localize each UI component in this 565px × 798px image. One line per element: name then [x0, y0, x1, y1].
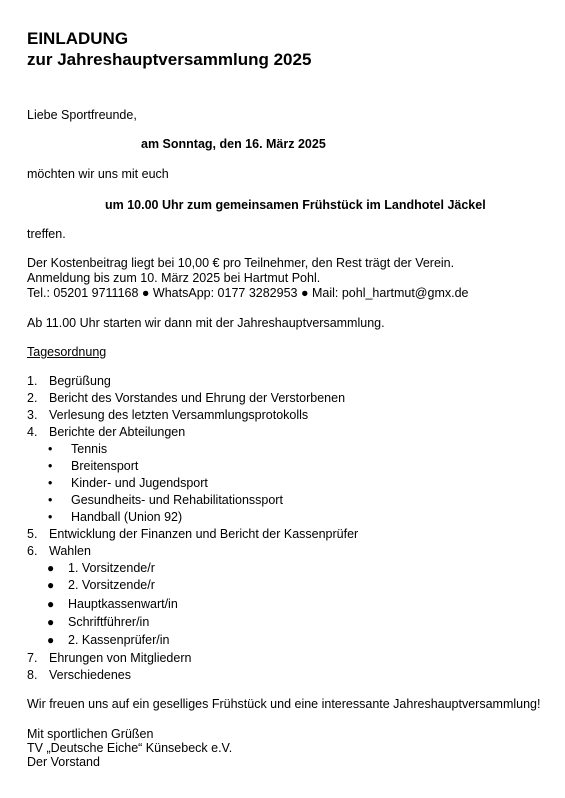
document-subtitle: zur Jahreshauptversammlung 2025 — [27, 50, 312, 69]
agenda-text: Wahlen — [49, 544, 91, 558]
agenda-text: Verschiedenes — [49, 668, 132, 682]
department-name: Breitensport — [71, 459, 139, 473]
agenda-number: 5. — [27, 527, 38, 541]
round-bullet-icon: ● — [47, 597, 55, 611]
signature-board: Der Vorstand — [27, 755, 100, 769]
agenda-number: 6. — [27, 544, 38, 558]
bullet-icon: • — [48, 510, 53, 524]
agenda-number: 1. — [27, 374, 38, 388]
bullet-icon: • — [48, 476, 53, 490]
agenda-text: Bericht des Vorstandes und Ehrung der Verstorbenen — [49, 391, 346, 405]
election-position: Hauptkassenwart/in — [68, 597, 178, 611]
agenda-text: Ehrungen von Mitgliedern — [49, 651, 192, 665]
cost-info: Der Kostenbeitrag liegt bei 10,00 € pro Teilnehmer, den Rest trägt der Verein. — [27, 256, 455, 270]
agenda-text: Verlesung des letzten Versammlungsprotokolls — [49, 408, 309, 422]
department-name: Gesundheits- und Rehabilitationssport — [71, 493, 283, 507]
election-position: 1. Vorsitzende/r — [68, 561, 155, 575]
registration-info: Anmeldung bis zum 10. März 2025 bei Hartmut Pohl. — [27, 271, 321, 285]
breakfast-info: um 10.00 Uhr zum gemeinsamen Frühstück im Landhotel Jäckel — [105, 198, 486, 212]
bullet-icon: • — [48, 442, 53, 456]
election-position: 2. Vorsitzende/r — [68, 578, 155, 592]
event-date: am Sonntag, den 16. März 2025 — [141, 137, 326, 151]
signature-club: TV „Deutsche Eiche“ Künsebeck e.V. — [27, 741, 233, 755]
agenda-number: 2. — [27, 391, 38, 405]
contact-info: Tel.: 05201 9711168 ● WhatsApp: 0177 3282953 ● Mail: pohl_hartmut@gmx.de — [27, 286, 469, 300]
round-bullet-icon: ● — [47, 615, 55, 629]
election-position: Schriftführer/in — [68, 615, 150, 629]
agenda-heading: Tagesordnung — [27, 345, 107, 359]
department-name: Handball (Union 92) — [71, 510, 183, 524]
signature-greeting: Mit sportlichen Grüßen — [27, 727, 154, 741]
bullet-icon: • — [48, 493, 53, 507]
meet-text: treffen. — [27, 227, 66, 241]
document-title: EINLADUNG — [27, 29, 129, 48]
closing-text: Wir freuen uns auf ein geselliges Frühstück und eine interessante Jahreshauptversammlung! — [27, 697, 541, 711]
round-bullet-icon: ● — [47, 578, 55, 592]
agenda-number: 4. — [27, 425, 38, 439]
agenda-number: 3. — [27, 408, 38, 422]
agenda-text: Entwicklung der Finanzen und Bericht der Kassenprüfer — [49, 527, 359, 541]
bullet-icon: • — [48, 459, 53, 473]
round-bullet-icon: ● — [47, 561, 55, 575]
round-bullet-icon: ● — [47, 633, 55, 647]
intro-text: möchten wir uns mit euch — [27, 167, 169, 181]
greeting: Liebe Sportfreunde, — [27, 108, 137, 122]
agenda-number: 8. — [27, 668, 38, 682]
agenda-text: Berichte der Abteilungen — [49, 425, 186, 439]
election-position: 2. Kassenprüfer/in — [68, 633, 170, 647]
agenda-number: 7. — [27, 651, 38, 665]
department-name: Tennis — [71, 442, 108, 456]
agenda-text: Begrüßung — [49, 374, 111, 388]
department-name: Kinder- und Jugendsport — [71, 476, 208, 490]
start-info: Ab 11.00 Uhr starten wir dann mit der Jahreshauptversammlung. — [27, 316, 385, 330]
